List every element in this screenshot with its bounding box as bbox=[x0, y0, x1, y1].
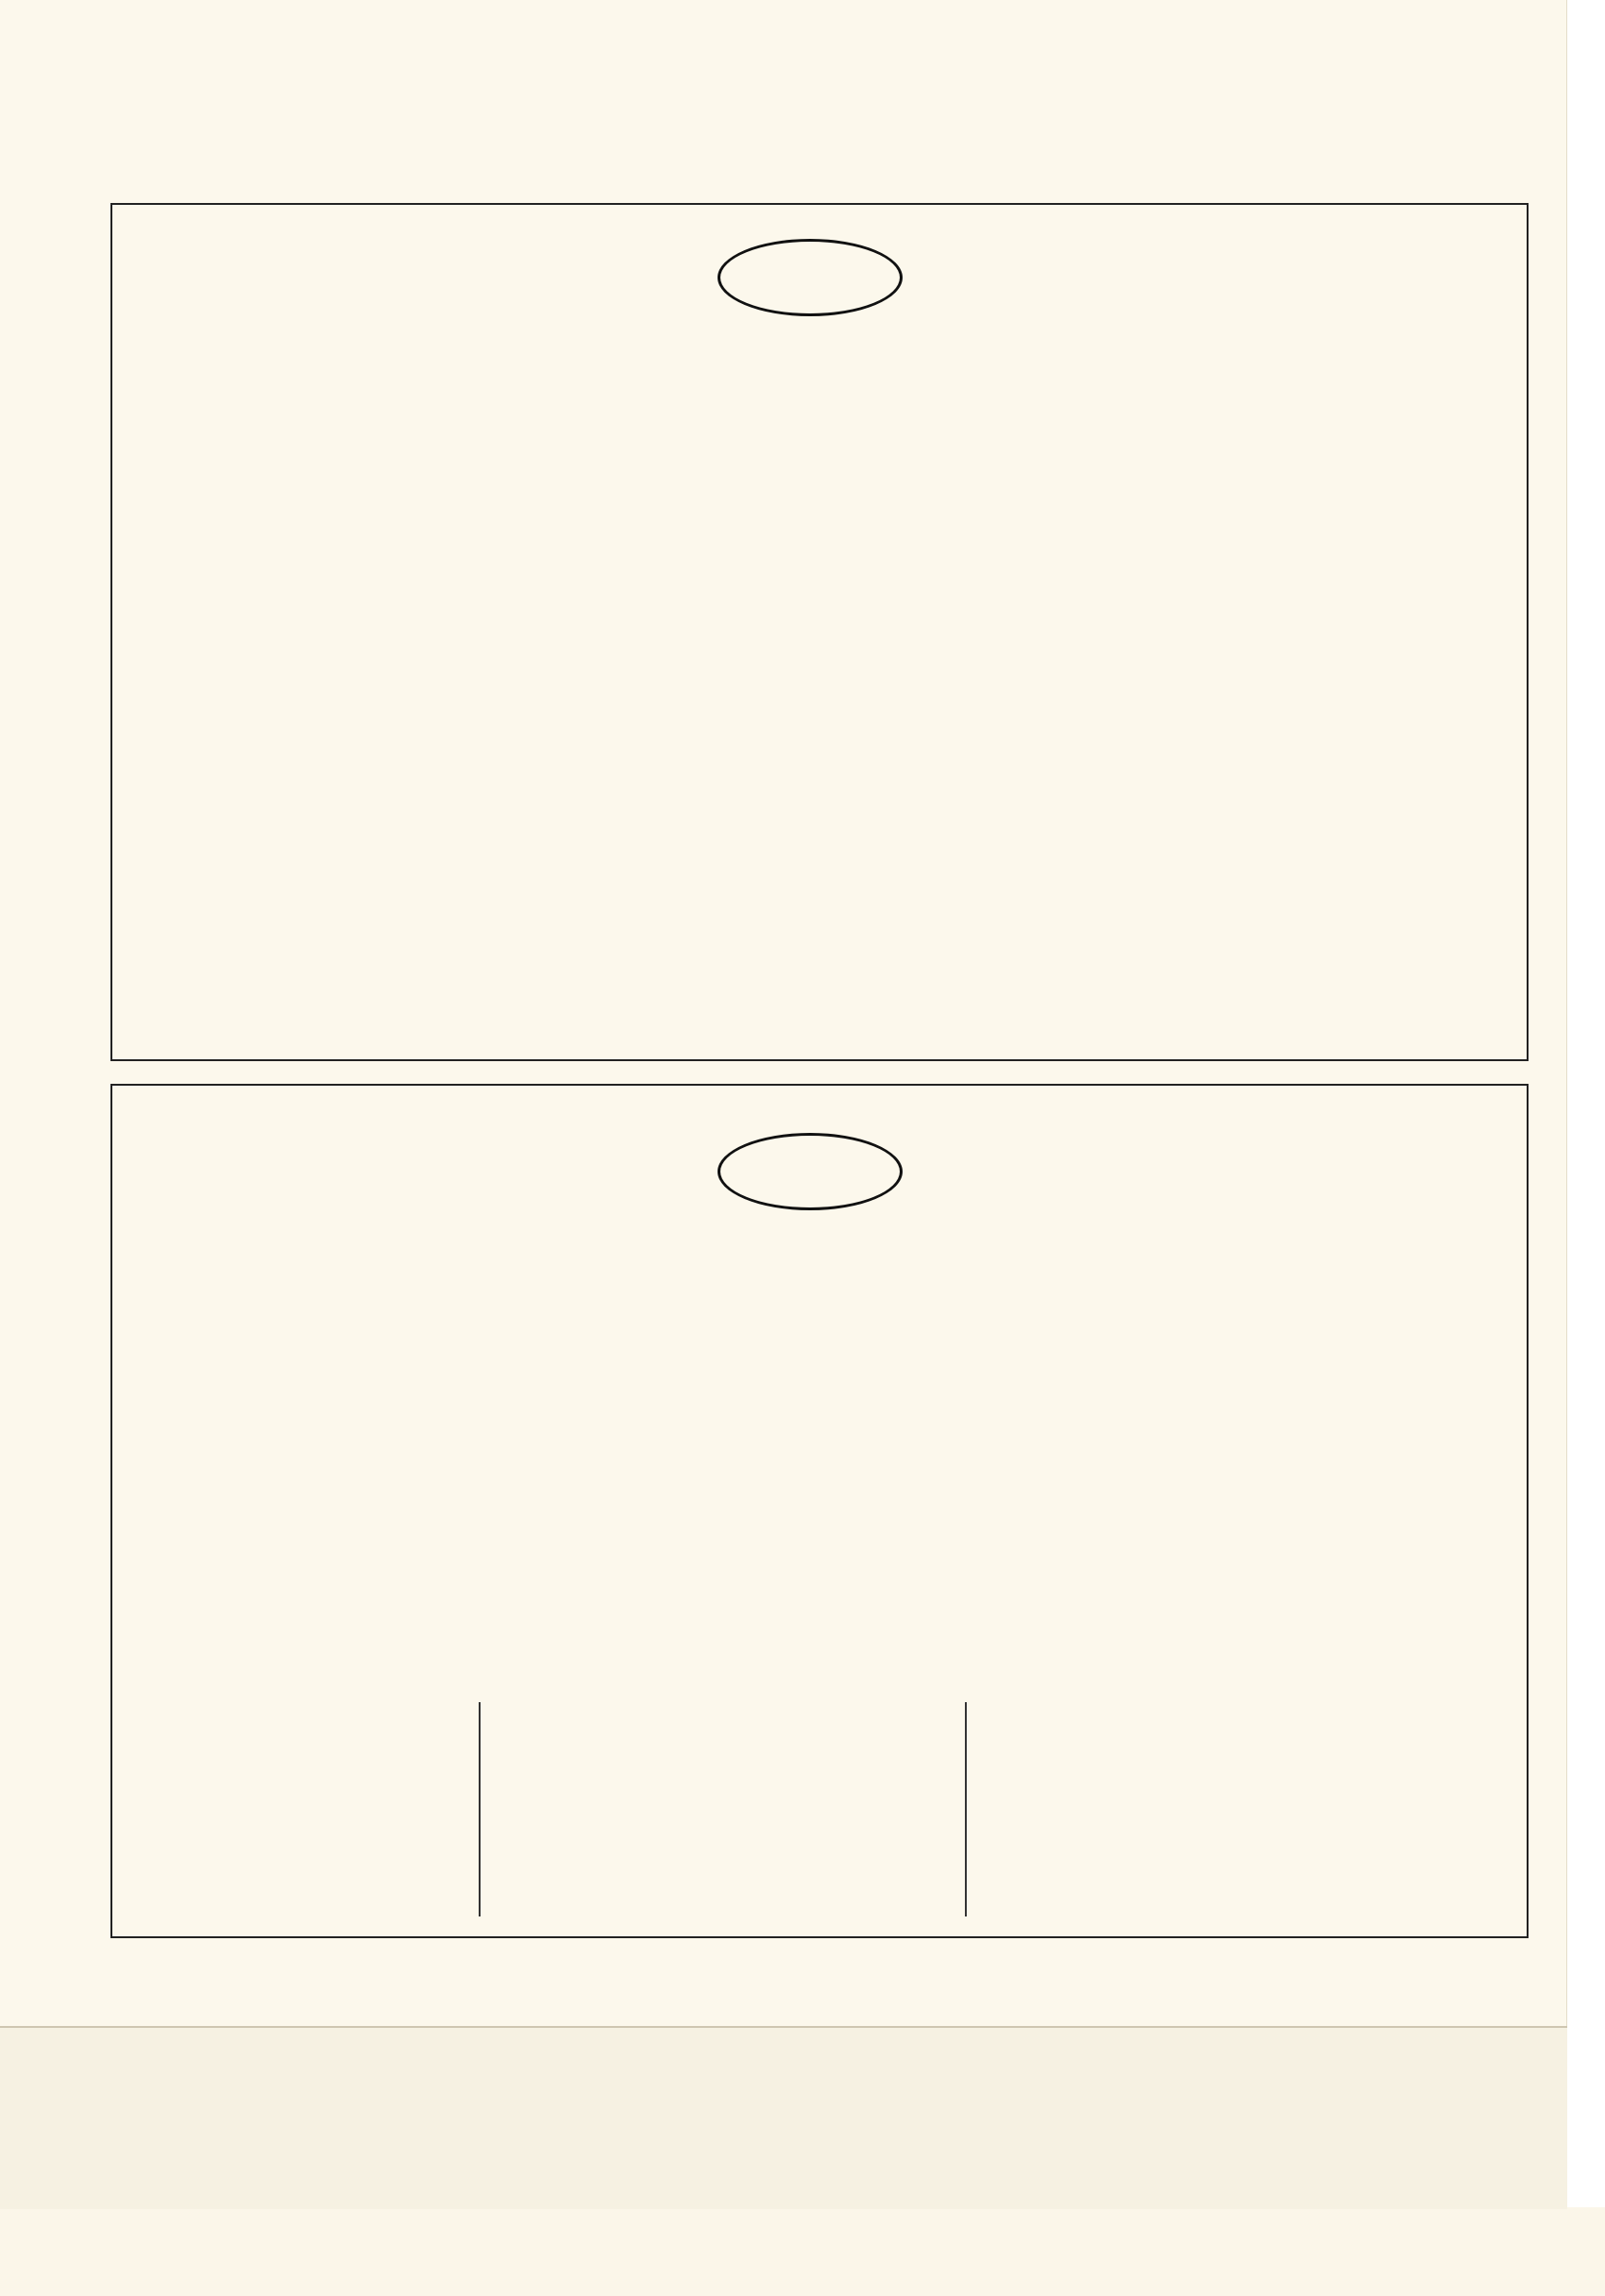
legend-row bbox=[593, 1781, 625, 1817]
legend-row bbox=[175, 2222, 203, 2259]
legend-row bbox=[994, 2001, 1026, 2036]
legend-row bbox=[994, 1893, 1026, 1929]
batterie-legend-col3 bbox=[994, 1714, 1026, 2288]
legend-row bbox=[1093, 871, 1129, 908]
legend-row bbox=[994, 2216, 1026, 2252]
legend-row bbox=[994, 1785, 1026, 1821]
page-fold bbox=[0, 2026, 1567, 2209]
legend-row bbox=[593, 1891, 625, 1928]
legend-row bbox=[810, 793, 846, 830]
legend-row bbox=[810, 867, 846, 903]
batterie-legend-col1 bbox=[175, 1707, 203, 2296]
legend-row bbox=[810, 903, 846, 940]
legend-row bbox=[810, 830, 846, 867]
legend-row bbox=[175, 2112, 203, 2149]
legend-row bbox=[175, 1891, 203, 1928]
legend-row bbox=[175, 1781, 203, 1817]
batterie-panel bbox=[110, 1084, 1529, 1938]
legend-row bbox=[1093, 982, 1129, 1019]
legend-row bbox=[810, 977, 846, 1014]
rimlock-legend-left bbox=[810, 793, 846, 1014]
legend-row bbox=[175, 2001, 203, 2038]
legend-divider bbox=[965, 1702, 967, 1916]
batterie-legend-col2 bbox=[593, 1707, 625, 2075]
legend-row bbox=[810, 940, 846, 977]
batterie-logo bbox=[718, 1133, 903, 1210]
legend-row bbox=[593, 2001, 625, 2038]
rimlock-logo bbox=[718, 239, 903, 316]
legend-row bbox=[994, 2108, 1026, 2144]
page-edge bbox=[1566, 0, 1605, 2207]
legend-divider bbox=[479, 1702, 481, 1916]
